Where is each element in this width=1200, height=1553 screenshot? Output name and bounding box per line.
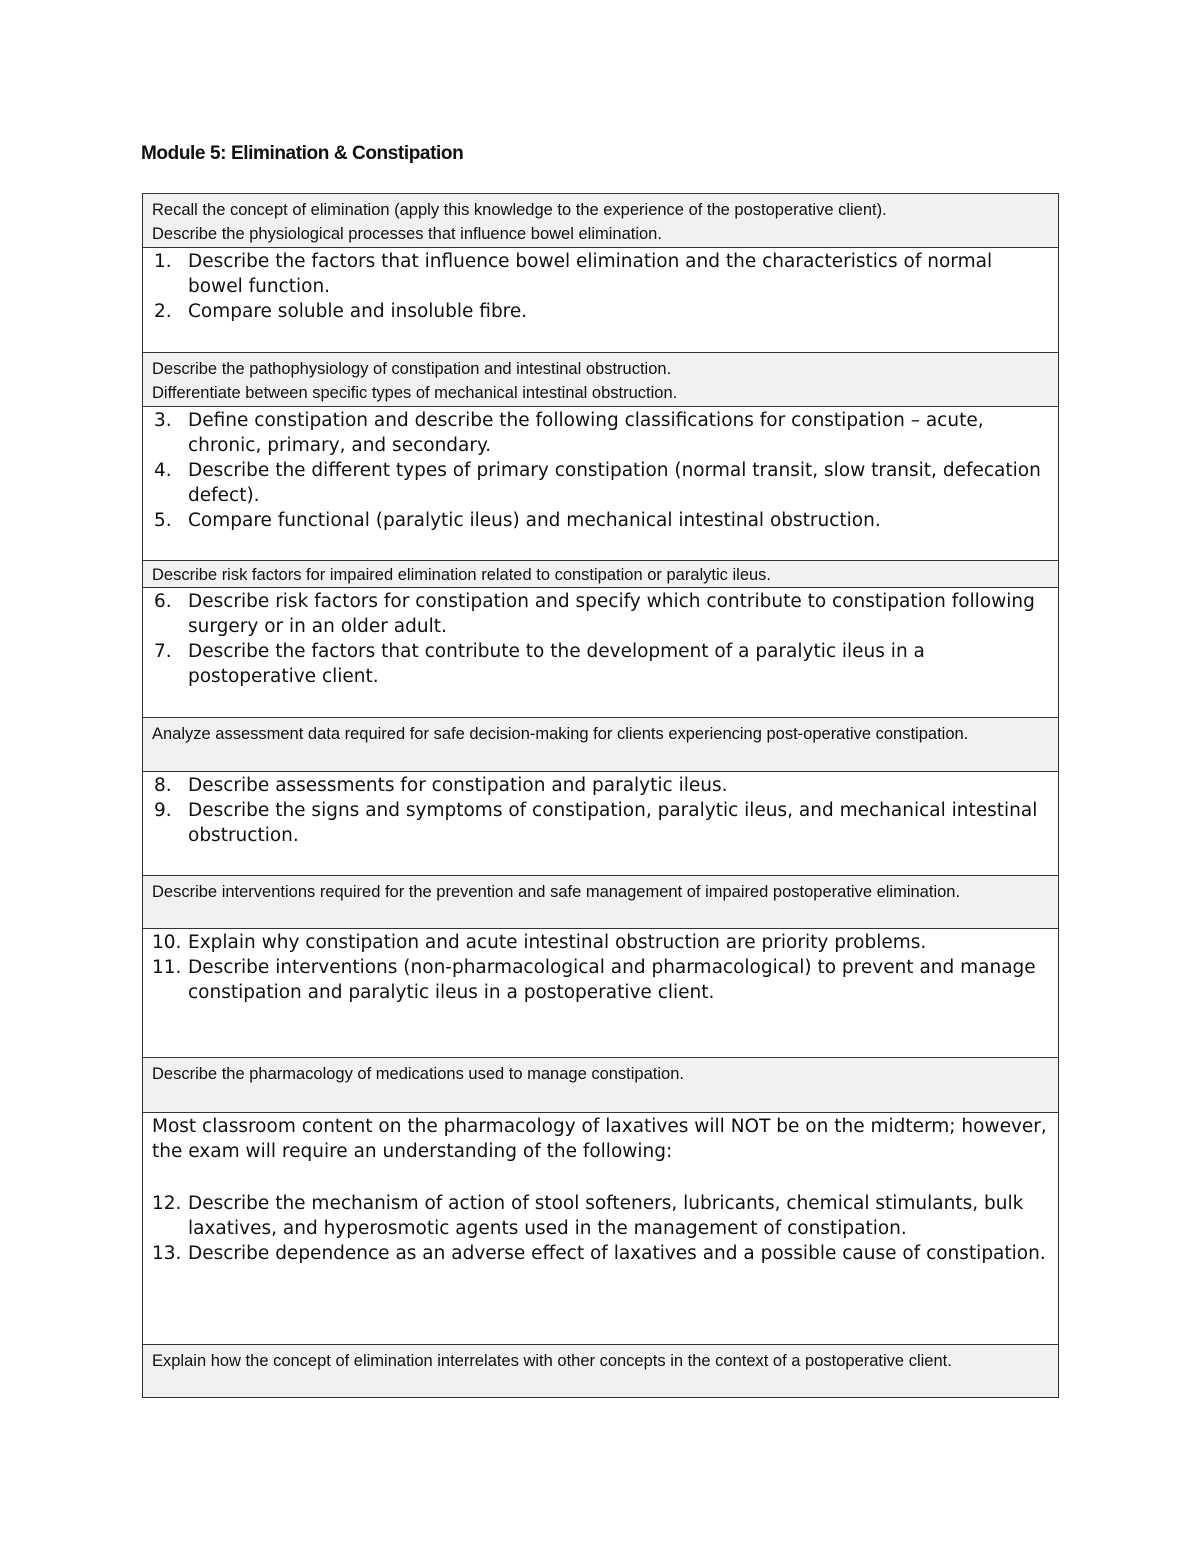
list-item <box>152 930 1050 955</box>
item-text: Describe the factors that influence bowel elimination and the characteristics of normal bowel function. <box>188 251 993 297</box>
item-number: 3. <box>154 410 172 431</box>
section-body <box>143 407 1058 561</box>
item-text: Describe the mechanism of action of stool softeners, lubricants, chemical stimulants, bulk laxatives, and hyperosmotic agents used in the management of constipation. <box>188 1193 1024 1239</box>
list-item <box>152 773 1050 798</box>
item-number: 8. <box>154 775 172 796</box>
item-text: Describe assessments for constipation and paralytic ileus. <box>188 775 728 796</box>
item-number: 4. <box>154 460 172 481</box>
objectives-table <box>142 193 1059 1398</box>
list-item <box>152 408 1050 458</box>
item-number: 6. <box>154 591 172 612</box>
list-item <box>152 589 1050 639</box>
list-item <box>152 249 1050 299</box>
item-number: 1. <box>154 251 172 272</box>
section-body <box>143 929 1058 1058</box>
intro-text: Most classroom content on the pharmacology of laxatives will NOT be on the midterm; however, the exam will require an understanding of the following: <box>152 1116 1047 1162</box>
item-text: Define constipation and describe the following classifications for constipation – acute, chronic, primary, and secondary. <box>188 410 984 456</box>
header-line: Describe the physiological processes that influence bowel elimination. <box>152 225 662 243</box>
item-number: 7. <box>154 641 172 662</box>
section-intro <box>152 1114 1050 1164</box>
item-number: 11. <box>152 957 182 978</box>
list-item <box>152 639 1050 689</box>
section-header <box>143 718 1058 772</box>
section-header <box>143 561 1058 588</box>
list-item <box>152 458 1050 508</box>
item-text: Describe the signs and symptoms of constipation, paralytic ileus, and mechanical intestinal obstruction. <box>188 800 1038 846</box>
item-text: Compare functional (paralytic ileus) and mechanical intestinal obstruction. <box>188 510 881 531</box>
item-text: Describe dependence as an adverse effect of laxatives and a possible cause of constipation. <box>188 1243 1046 1264</box>
item-text: Describe risk factors for constipation and specify which contribute to constipation following surgery or in an older adult. <box>188 591 1035 637</box>
section-header <box>143 1345 1058 1397</box>
section-header <box>143 876 1058 929</box>
header-line: Describe interventions required for the prevention and safe management of impaired postoperative elimination. <box>152 883 961 901</box>
header-line: Describe the pathophysiology of constipation and intestinal obstruction. <box>152 360 672 378</box>
item-number: 10. <box>152 932 182 953</box>
list-item <box>152 1191 1050 1241</box>
item-text: Compare soluble and insoluble fibre. <box>188 301 528 322</box>
section-header <box>143 1058 1058 1113</box>
item-number: 5. <box>154 510 172 531</box>
header-line: Recall the concept of elimination (apply this knowledge to the experience of the postoperative client). <box>152 201 887 219</box>
section-header <box>143 194 1058 248</box>
item-number: 9. <box>154 800 172 821</box>
section-body <box>143 248 1058 353</box>
section-body <box>143 1113 1058 1345</box>
page-title: Module 5: Elimination & Constipation <box>141 143 464 164</box>
header-line: Describe risk factors for impaired elimination related to constipation or paralytic ileus. <box>152 566 772 584</box>
section-header <box>143 353 1058 407</box>
list-item <box>152 508 1050 533</box>
list-item <box>152 798 1050 848</box>
header-line: Describe the pharmacology of medications used to manage constipation. <box>152 1065 684 1083</box>
header-line: Analyze assessment data required for safe decision-making for clients experiencing post-operative constipation. <box>152 725 969 743</box>
header-line: Differentiate between specific types of mechanical intestinal obstruction. <box>152 384 678 402</box>
item-text: Describe the factors that contribute to the development of a paralytic ileus in a postoperative client. <box>188 641 925 687</box>
item-number: 2. <box>154 301 172 322</box>
item-text: Describe the different types of primary constipation (normal transit, slow transit, defecation defect). <box>188 460 1041 506</box>
item-number: 13. <box>152 1243 182 1264</box>
list-item <box>152 1241 1050 1266</box>
item-text: Describe interventions (non-pharmacological and pharmacological) to prevent and manage constipation and paralytic ileus in a postoperative client. <box>188 957 1036 1003</box>
list-item <box>152 299 1050 324</box>
item-number: 12. <box>152 1193 182 1214</box>
section-body <box>143 588 1058 718</box>
header-line: Explain how the concept of elimination interrelates with other concepts in the context of a postoperative client. <box>152 1352 952 1370</box>
list-item <box>152 955 1050 1005</box>
item-text: Explain why constipation and acute intestinal obstruction are priority problems. <box>188 932 927 953</box>
section-body <box>143 772 1058 876</box>
